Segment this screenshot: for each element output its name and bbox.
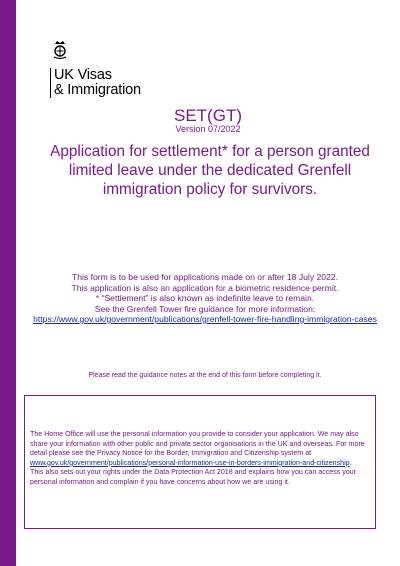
privacy-text-before: The Home Office will use the personal information you provide to consider your application. We may also share your information with other public and private sector organisations in the UK and overseas. For more detail please see the Privacy Notice for the Border, Immigration and Citizenship system at bbox=[30, 430, 365, 458]
logo-line-2: & Immigration bbox=[54, 82, 141, 98]
privacy-text-after: . This also sets out your rights under the Data Protection Act 2018 and explains how you can access your personal information and complain if you have concerns about how we are using it. bbox=[30, 458, 357, 486]
intro-line-4: See the Grenfell Tower fire guidance for more information: bbox=[94, 303, 316, 314]
privacy-notice-link[interactable]: www.gov.uk/government/publications/personal-information-use-in-borders-immigration-and-citizenship bbox=[30, 458, 350, 467]
intro-text bbox=[30, 272, 380, 325]
logo-wordmark bbox=[50, 68, 160, 98]
grenfell-guidance-link[interactable]: https://www.gov.uk/government/publications/grenfell-tower-fire-handling-immigration-cases bbox=[33, 314, 377, 324]
left-accent-bar bbox=[0, 0, 16, 566]
privacy-notice-text bbox=[30, 430, 365, 488]
ukvi-logo bbox=[50, 40, 160, 98]
intro-line-2: This application is also an application for a biometric residence permit. bbox=[71, 282, 339, 293]
privacy-notice-box bbox=[24, 395, 376, 529]
form-code: SET(GT) bbox=[174, 106, 242, 125]
royal-crest-icon bbox=[52, 40, 68, 60]
intro-line-3: * “Settlement” is also known as indefinite leave to remain. bbox=[95, 293, 315, 303]
form-title: Application for settlement* for a person granted limited leave under the dedicated Grenfell immigration policy for survivors. bbox=[50, 143, 370, 198]
form-version: Version 07/2022 bbox=[175, 124, 241, 134]
guidance-note: Please read the guidance notes at the end of this form before completing it. bbox=[88, 372, 322, 379]
intro-line-1: This form is to be used for applications made on or after 18 July 2022. bbox=[71, 272, 339, 282]
logo-line-1: UK Visas bbox=[54, 67, 112, 83]
